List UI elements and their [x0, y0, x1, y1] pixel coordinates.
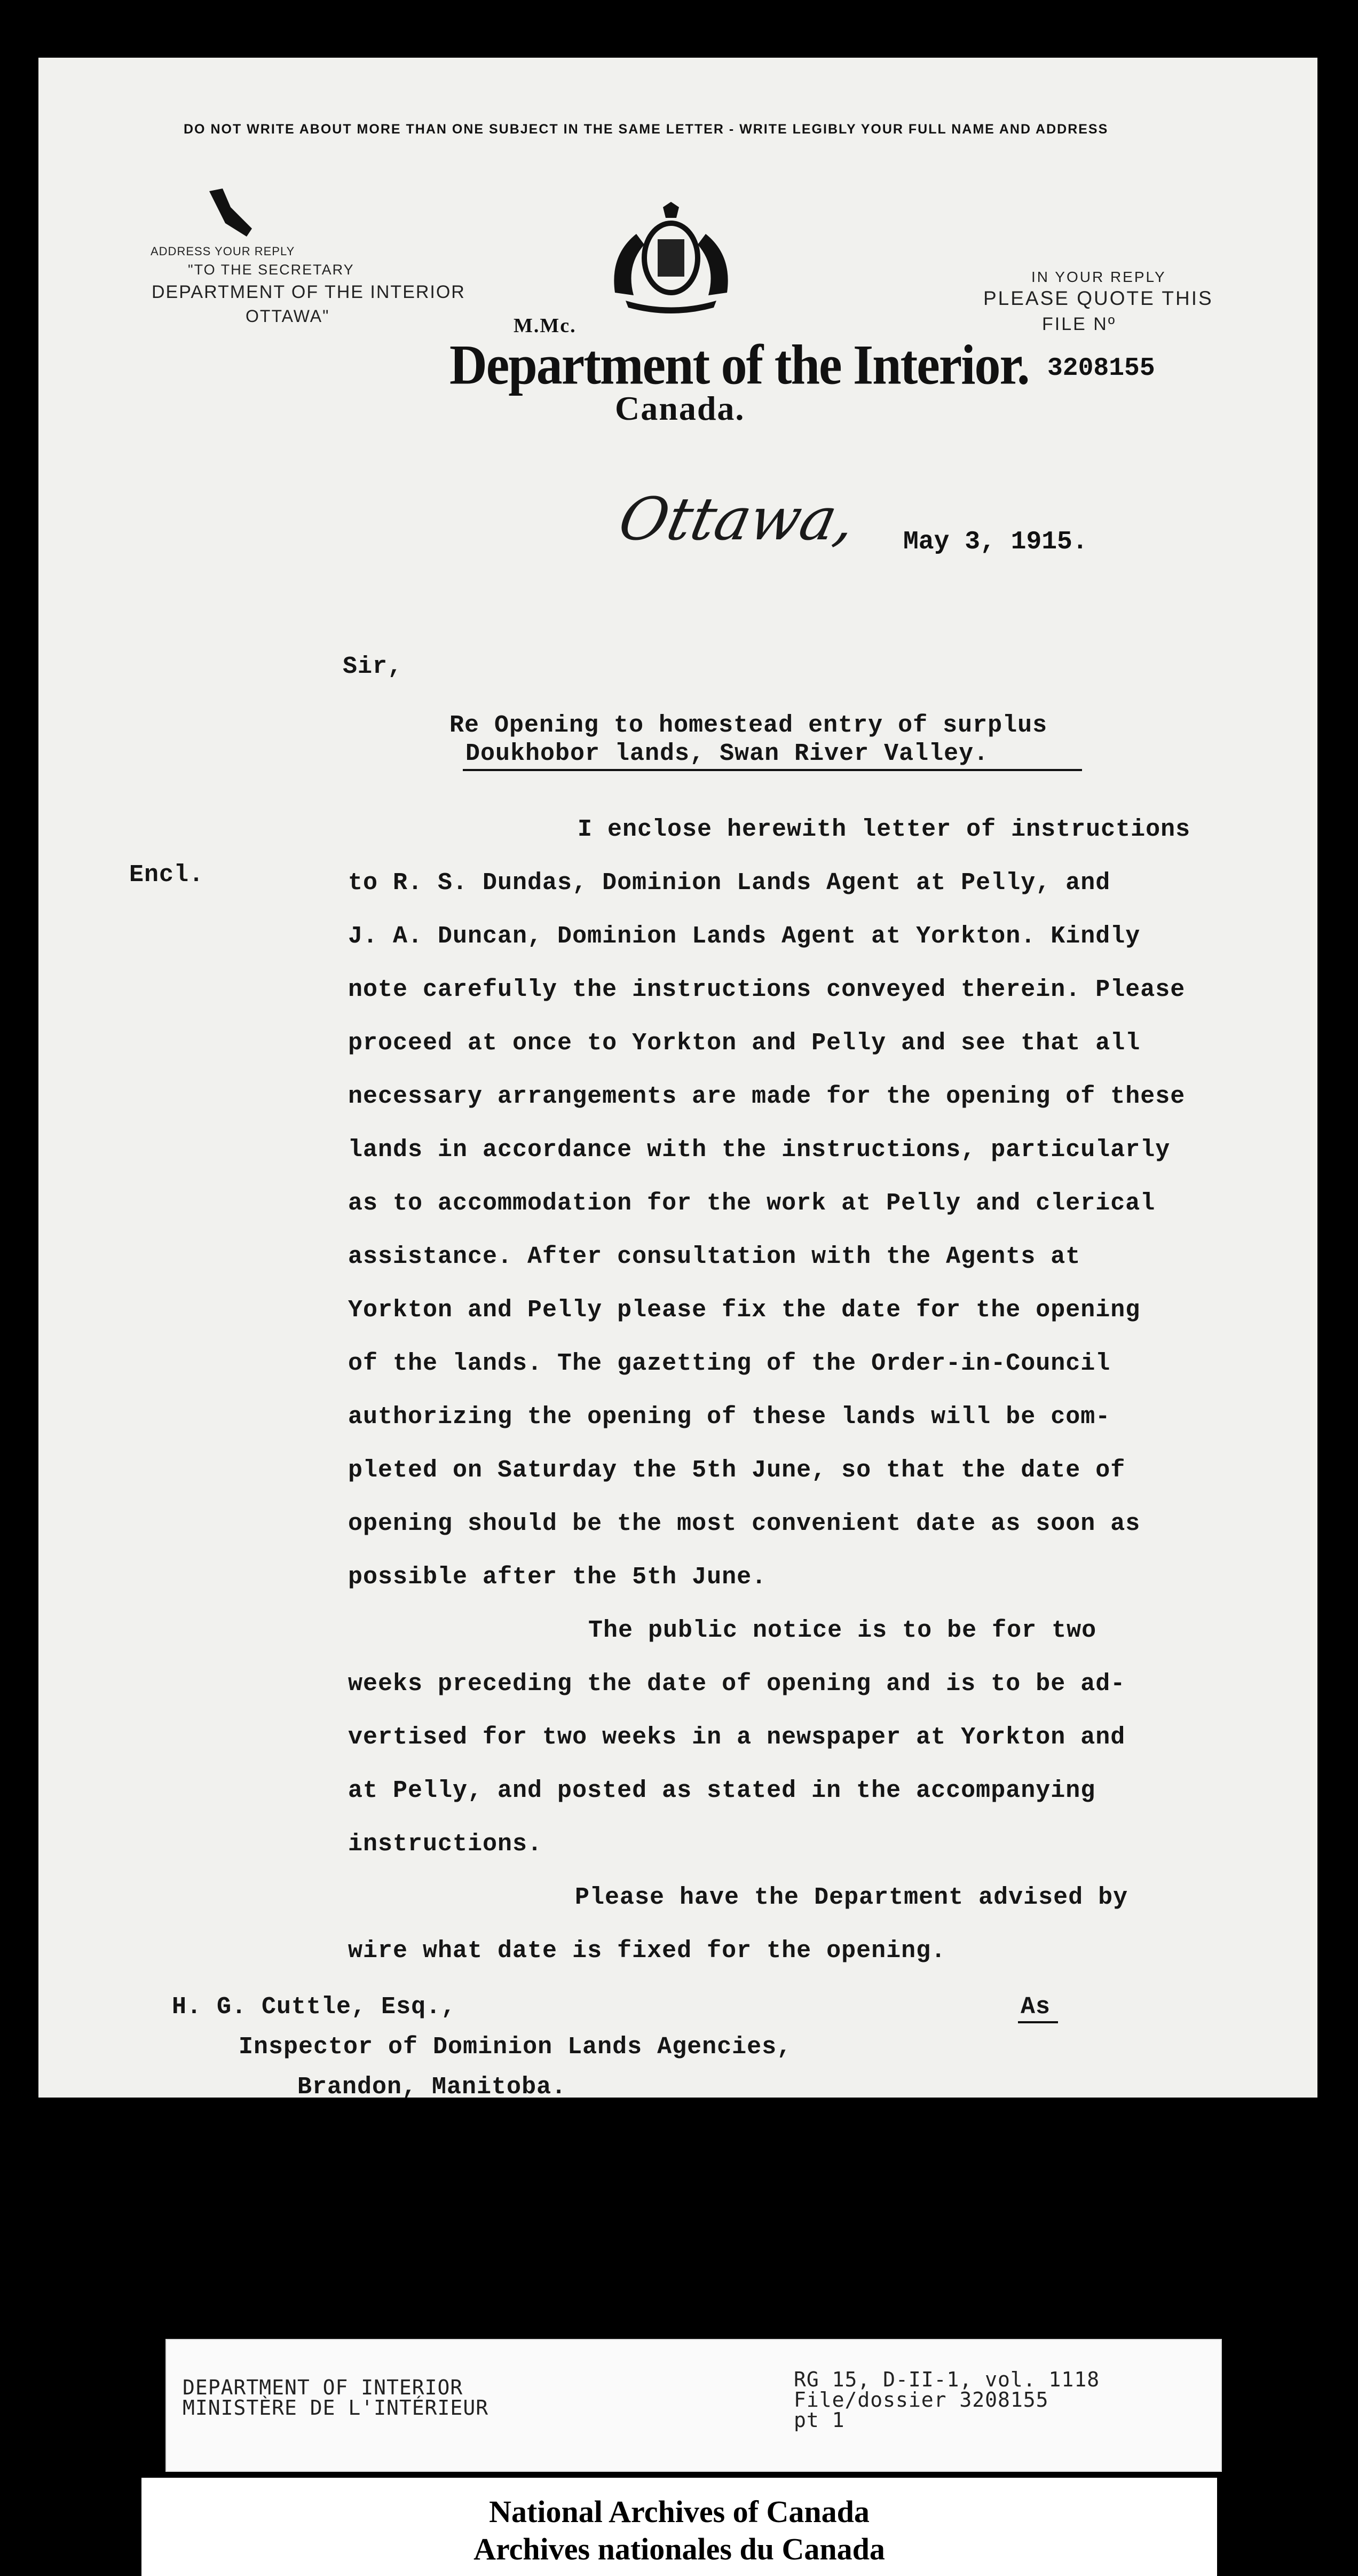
- letterhead-warning: DO NOT WRITE ABOUT MORE THAN ONE SUBJECT IN THE SAME LETTER - WRITE LEGIBLY YOUR FULL NAME AND ADDRESS: [184, 122, 1109, 137]
- in-your-reply-line-3: FILE Nº: [1042, 314, 1117, 334]
- archive-part-ref: pt 1: [794, 2408, 845, 2432]
- in-your-reply-line-1: IN YOUR REPLY: [1031, 269, 1166, 285]
- country-title: Canada.: [615, 389, 745, 427]
- initials-mmc: M.Mc.: [514, 315, 577, 337]
- address-reply-line-3: DEPARTMENT OF THE INTERIOR: [152, 282, 465, 302]
- body-line: possible after the 5th June.: [348, 1564, 767, 1591]
- subject-underline: [463, 769, 1082, 771]
- body-line: necessary arrangements are made for the opening of these: [348, 1083, 1186, 1110]
- body-line: to R. S. Dundas, Dominion Lands Agent at Pelly, and: [348, 869, 1111, 897]
- addressee-title: Inspector of Dominion Lands Agencies,: [239, 2033, 792, 2061]
- addressee-name: H. G. Cuttle, Esq.,: [172, 1993, 456, 2021]
- address-reply-line-4: OTTAWA": [246, 307, 330, 326]
- body-line: Please have the Department advised by: [575, 1884, 1128, 1911]
- archive-reference-label: [165, 2339, 1222, 2472]
- body-line: instructions.: [348, 1831, 543, 1858]
- archive-rg-ref: RG 15, D-II-1, vol. 1118: [794, 2368, 1100, 2391]
- archives-name-en: National Archives of Canada: [489, 2494, 870, 2529]
- pointing-hand-icon: [199, 186, 263, 245]
- signoff-initials: As: [1021, 1993, 1051, 2021]
- letter-sheet: [38, 58, 1317, 2101]
- letter-date: May 3, 1915.: [903, 528, 1088, 556]
- archive-file-ref: File/dossier 3208155: [794, 2388, 1049, 2412]
- salutation: Sir,: [343, 653, 403, 680]
- body-line: pleted on Saturday the 5th June, so that the date of: [348, 1457, 1126, 1484]
- body-line: I enclose herewith letter of instructions: [578, 816, 1191, 843]
- body-line: The public notice is to be for two: [588, 1617, 1097, 1644]
- body-line: vertised for two weeks in a newspaper at Yorkton and: [348, 1724, 1126, 1751]
- archives-footer: [141, 2478, 1217, 2576]
- body-line: Yorkton and Pelly please fix the date for the opening: [348, 1297, 1141, 1324]
- body-line: authorizing the opening of these lands will be com-: [348, 1403, 1111, 1431]
- subject-line-1: Re Opening to homestead entry of surplus: [449, 712, 1048, 739]
- body-line: assistance. After consultation with the Agents at: [348, 1243, 1081, 1270]
- city-script: Ottawa,: [613, 485, 862, 553]
- body-line: wire what date is fixed for the opening.: [348, 1937, 946, 1965]
- archive-dept-en: DEPARTMENT OF INTERIOR: [183, 2376, 463, 2399]
- file-number: 3208155: [1047, 354, 1155, 383]
- body-line: opening should be the most convenient date as soon as: [348, 1510, 1141, 1537]
- signoff-underline: [1018, 2021, 1058, 2023]
- in-your-reply-line-2: PLEASE QUOTE THIS: [983, 287, 1213, 309]
- royal-crest-icon: [604, 202, 738, 314]
- body-line: lands in accordance with the instructions, particularly: [348, 1136, 1171, 1164]
- archives-name-fr: Archives nationales du Canada: [473, 2532, 885, 2566]
- address-reply-line-1: ADDRESS YOUR REPLY: [151, 245, 295, 258]
- body-line: of the lands. The gazetting of the Order-in-Council: [348, 1350, 1111, 1377]
- body-line: as to accommodation for the work at Pelly and clerical: [348, 1190, 1156, 1217]
- body-line: J. A. Duncan, Dominion Lands Agent at Yorkton. Kindly: [348, 923, 1141, 950]
- body-line: proceed at once to Yorkton and Pelly and see that all: [348, 1030, 1141, 1057]
- body-line: at Pelly, and posted as stated in the accompanying: [348, 1777, 1096, 1804]
- archive-dept-fr: MINISTÈRE DE L'INTÉRIEUR: [183, 2396, 489, 2420]
- body-line: note carefully the instructions conveyed therein. Please: [348, 976, 1186, 1003]
- body-line: weeks preceding the date of opening and is to be ad-: [348, 1670, 1126, 1698]
- enclosure-note: Encl.: [129, 861, 204, 889]
- subject-line-2: Doukhobor lands, Swan River Valley.: [465, 740, 989, 767]
- addressee-location: Brandon, Manitoba.: [297, 2074, 567, 2101]
- department-title: Department of the Interior.: [449, 334, 1029, 397]
- address-reply-line-2: "TO THE SECRETARY: [188, 262, 354, 278]
